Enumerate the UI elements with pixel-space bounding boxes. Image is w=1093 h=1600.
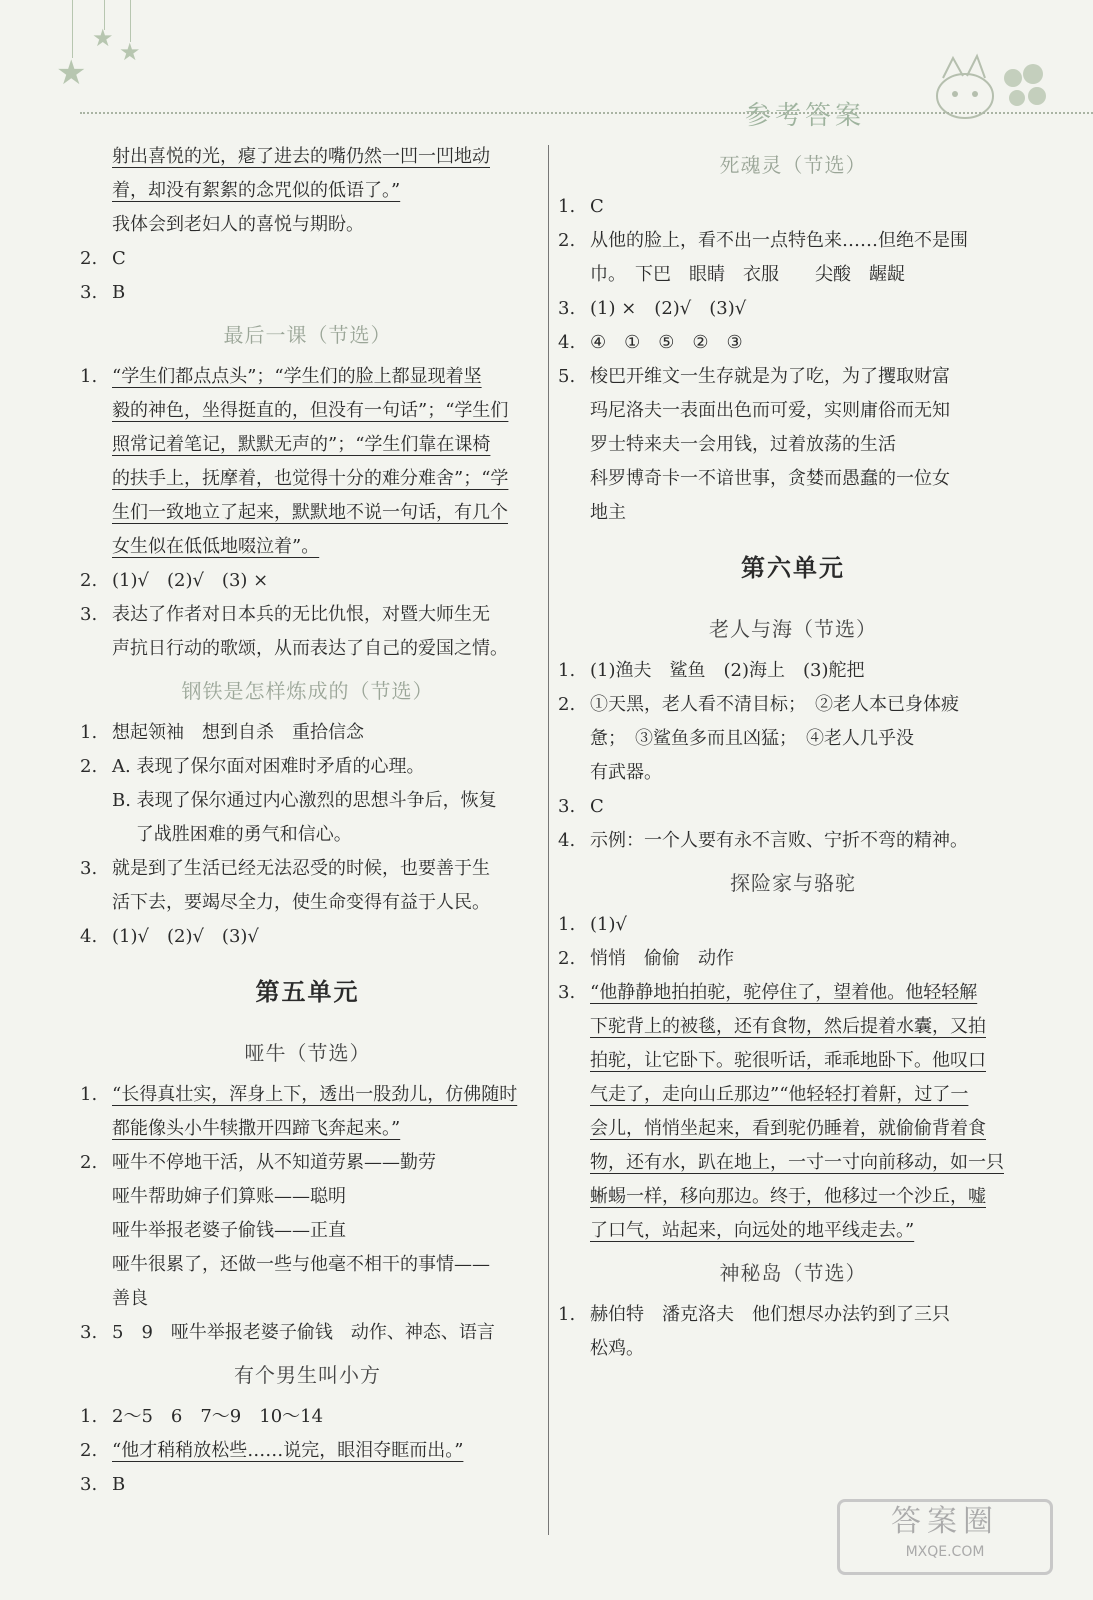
answer-text: B bbox=[112, 1474, 126, 1495]
answer-line bbox=[80, 886, 535, 920]
answer-line bbox=[558, 654, 1028, 688]
question-number: 2. bbox=[558, 694, 576, 715]
question-number: 3. bbox=[80, 604, 98, 625]
answer-line bbox=[558, 688, 1028, 722]
answer-line bbox=[80, 784, 535, 818]
answer-text: 生们一致地立了起来，默默地不说一句话，有几个 bbox=[112, 502, 508, 523]
answer-line bbox=[80, 1248, 535, 1282]
question-number: 2. bbox=[80, 756, 98, 777]
answer-line bbox=[558, 824, 1028, 858]
question-number: 1. bbox=[558, 196, 576, 217]
answer-line bbox=[80, 462, 535, 496]
answer-line bbox=[558, 756, 1028, 790]
answer-line bbox=[558, 292, 1028, 326]
answer-text: 哑牛不停地干活，从不知道劳累——勤劳 bbox=[112, 1152, 436, 1173]
question-number: 1. bbox=[80, 722, 98, 743]
answer-text: B bbox=[112, 282, 126, 303]
answer-text: 了战胜困难的勇气和信心。 bbox=[112, 824, 352, 845]
answer-line bbox=[558, 1078, 1028, 1112]
answer-text: (1)渔夫 鲨鱼 (2)海上 (3)舵把 bbox=[590, 660, 865, 681]
answer-text: (1)√ (2)√ (3)√ bbox=[112, 926, 259, 947]
answer-line bbox=[558, 722, 1028, 756]
watermark-text: 答案圈 bbox=[891, 1504, 999, 1539]
answer-line bbox=[558, 1112, 1028, 1146]
answer-line bbox=[80, 496, 535, 530]
answer-line bbox=[80, 394, 535, 428]
answer-text: 从他的脸上，看不出一点特色来……但绝不是围 bbox=[590, 230, 968, 251]
answer-line bbox=[80, 1146, 535, 1180]
answer-text: 想起领袖 想到自杀 重拾信念 bbox=[112, 722, 364, 743]
question-number: 3. bbox=[558, 298, 576, 319]
answer-text: “他才稍稍放松些……说完，眼泪夺眶而出。” bbox=[112, 1440, 464, 1461]
question-number: 5. bbox=[558, 366, 576, 387]
answer-text: 毅的神色，坐得挺直的，但没有一句话”；“学生们 bbox=[112, 400, 509, 421]
answer-text: 科罗博奇卡一不谙世事，贪婪而愚蠢的一位女 bbox=[590, 468, 950, 489]
answer-line bbox=[558, 1332, 1028, 1366]
question-number: 2. bbox=[80, 570, 98, 591]
answer-text: A. 表现了保尔面对困难时矛盾的心理。 bbox=[112, 756, 425, 777]
star-icon: ★ bbox=[92, 24, 114, 52]
answer-line bbox=[558, 224, 1028, 258]
answer-line bbox=[80, 1400, 535, 1434]
answer-line bbox=[558, 1044, 1028, 1078]
question-number: 3. bbox=[80, 282, 98, 303]
answer-text: 物，还有水，趴在地上，一寸一寸向前移动，如一只 bbox=[590, 1152, 1004, 1173]
star-icon: ★ bbox=[56, 53, 87, 93]
answer-text: 有武器。 bbox=[590, 762, 662, 783]
question-number: 1. bbox=[558, 1304, 576, 1325]
answer-line bbox=[558, 360, 1028, 394]
answer-text: 松鸡。 bbox=[590, 1338, 644, 1359]
answer-line bbox=[80, 360, 535, 394]
answer-text: B. 表现了保尔通过内心激烈的思想斗争后，恢复 bbox=[112, 790, 497, 811]
answer-text: 善良 bbox=[112, 1288, 148, 1309]
answer-text: 悄悄 偷偷 动作 bbox=[590, 948, 734, 969]
answer-line bbox=[558, 462, 1028, 496]
question-number: 3. bbox=[558, 796, 576, 817]
question-number: 2. bbox=[80, 1152, 98, 1173]
answer-text: (1)√ (2)√ (3) × bbox=[112, 570, 269, 591]
answer-line bbox=[558, 908, 1028, 942]
answer-text: C bbox=[590, 796, 604, 817]
answer-text: 哑牛很累了，还做一些与他毫不相干的事情—— bbox=[112, 1254, 490, 1275]
answer-text: C bbox=[590, 196, 604, 217]
answer-text: 罗士特来夫一会用钱，过着放荡的生活 bbox=[590, 434, 896, 455]
answer-line bbox=[80, 1180, 535, 1214]
answer-line bbox=[558, 1010, 1028, 1044]
section-title: 神秘岛（节选） bbox=[719, 1261, 867, 1285]
answer-text: 表达了作者对日本兵的无比仇恨，对暨大师生无 bbox=[112, 604, 490, 625]
question-number: 2. bbox=[558, 230, 576, 251]
answer-text: 哑牛帮助婶子们算账——聪明 bbox=[112, 1186, 346, 1207]
star-string bbox=[72, 0, 73, 58]
answer-text: 赫伯特 潘克洛夫 他们想尽办法钓到了三只 bbox=[590, 1304, 950, 1325]
watermark-url: MXQE.COM bbox=[905, 1544, 985, 1560]
answer-text: “学生们都点点头”；“学生们的脸上都显现着坚 bbox=[112, 366, 482, 387]
answer-text: 蜥蜴一样，移向那边。终于，他移过一个沙丘，嘘 bbox=[590, 1186, 986, 1207]
header-title: 参考答案 bbox=[745, 101, 866, 131]
header-rule bbox=[80, 112, 1093, 114]
answer-line bbox=[558, 942, 1028, 976]
answer-line bbox=[558, 1146, 1028, 1180]
answer-line bbox=[80, 208, 535, 242]
answer-line bbox=[558, 976, 1028, 1010]
answer-line bbox=[80, 1282, 535, 1316]
answer-line bbox=[558, 394, 1028, 428]
answer-text: (1)√ bbox=[590, 914, 627, 935]
answer-text: 梭巴开维文一生存就是为了吃，为了攫取财富 bbox=[590, 366, 950, 387]
question-number: 1. bbox=[80, 1406, 98, 1427]
answer-line bbox=[558, 496, 1028, 530]
answer-text: 活下去，要竭尽全力，使生命变得有益于人民。 bbox=[112, 892, 490, 913]
answer-text: 女生似在低低地啜泣着”。 bbox=[112, 536, 320, 557]
answer-line bbox=[80, 1468, 535, 1502]
answer-line bbox=[558, 1214, 1028, 1248]
answer-line bbox=[80, 242, 535, 276]
answer-line bbox=[558, 428, 1028, 462]
answer-text: 了口气，站起来，向远处的地平线走去。” bbox=[590, 1220, 915, 1241]
answer-text: (1) × (2)√ (3)√ bbox=[590, 298, 747, 319]
section-title: 钢铁是怎样炼成的（节选） bbox=[181, 679, 434, 703]
question-number: 2. bbox=[80, 248, 98, 269]
answer-line bbox=[80, 276, 535, 310]
answer-text: “他静静地拍拍驼，驼停住了，望着他。他轻轻解 bbox=[590, 982, 978, 1003]
answer-text: 声抗日行动的歌颂，从而表达了自己的爱国之情。 bbox=[112, 638, 508, 659]
section-title: 探险家与骆驼 bbox=[730, 871, 856, 895]
answer-text: 5 9 哑牛举报老婆子偷钱 动作、神态、语言 bbox=[112, 1322, 495, 1343]
left-column bbox=[80, 140, 535, 1502]
answer-text: 地主 bbox=[590, 502, 626, 523]
answer-line bbox=[558, 1180, 1028, 1214]
answer-text: 2～5 6 7～9 10～14 bbox=[112, 1406, 324, 1427]
answer-text: 玛尼洛夫一表面出色而可爱，实则庸俗而无知 bbox=[590, 400, 950, 421]
star-icon: ★ bbox=[119, 38, 141, 66]
answer-line bbox=[80, 1214, 535, 1248]
section-title: 老人与海（节选） bbox=[709, 617, 877, 641]
question-number: 3. bbox=[80, 1322, 98, 1343]
answer-text: 惫； ③鲨鱼多而且凶猛； ④老人几乎没 bbox=[590, 728, 914, 749]
question-number: 2. bbox=[80, 1440, 98, 1461]
answer-line bbox=[80, 818, 535, 852]
answer-text: 照常记着笔记，默默无声的”；“学生们靠在课椅 bbox=[112, 434, 491, 455]
answer-line bbox=[558, 790, 1028, 824]
answer-text: C bbox=[112, 248, 126, 269]
answer-line bbox=[80, 1078, 535, 1112]
watermark-logo bbox=[837, 1499, 1053, 1575]
answer-text: 会儿，悄悄坐起来，看到驼仍睡着，就偷偷背着食 bbox=[590, 1118, 986, 1139]
column-divider bbox=[548, 145, 549, 1535]
unit-heading: 第五单元 bbox=[255, 978, 360, 1006]
question-number: 4. bbox=[558, 830, 576, 851]
answer-line bbox=[558, 190, 1028, 224]
answer-text: 示例：一个人要有永不言败、宁折不弯的精神。 bbox=[590, 830, 968, 851]
question-number: 4. bbox=[80, 926, 98, 947]
question-number: 1. bbox=[80, 1084, 98, 1105]
section-title: 最后一课（节选） bbox=[223, 323, 392, 347]
answer-text: 巾。 下巴 眼睛 衣服 尖酸 龌龊 bbox=[590, 264, 905, 285]
answer-line bbox=[80, 140, 535, 174]
section-title: 哑牛（节选） bbox=[244, 1041, 371, 1065]
answer-line bbox=[80, 1316, 535, 1350]
answer-text: 就是到了生活已经无法忍受的时候，也要善于生 bbox=[112, 858, 490, 879]
question-number: 3. bbox=[80, 1474, 98, 1495]
answer-line bbox=[80, 750, 535, 784]
question-number: 3. bbox=[558, 982, 576, 1003]
answer-text: 哑牛举报老婆子偷钱——正直 bbox=[112, 1220, 346, 1241]
section-title: 有个男生叫小方 bbox=[234, 1363, 381, 1387]
answer-line bbox=[80, 920, 535, 954]
right-column bbox=[558, 140, 1028, 1366]
answer-text: “长得真壮实，浑身上下，透出一股劲儿，仿佛随时 bbox=[112, 1084, 518, 1105]
answer-text: 下驼背上的被毯，还有食物，然后提着水囊，又拍 bbox=[590, 1016, 986, 1037]
question-number: 3. bbox=[80, 858, 98, 879]
answer-text: ④ ① ⑤ ② ③ bbox=[590, 332, 743, 353]
answer-text: 射出喜悦的光，瘪了进去的嘴仍然一凹一凹地动 bbox=[112, 146, 490, 167]
answer-text: 我体会到老妇人的喜悦与期盼。 bbox=[112, 214, 364, 235]
answer-line bbox=[558, 258, 1028, 292]
answer-line bbox=[80, 174, 535, 208]
question-number: 1. bbox=[558, 914, 576, 935]
answer-line bbox=[80, 1112, 535, 1146]
answer-line bbox=[558, 1298, 1028, 1332]
unit-heading: 第六单元 bbox=[741, 554, 845, 582]
answer-line bbox=[80, 716, 535, 750]
question-number: 4. bbox=[558, 332, 576, 353]
answer-line bbox=[80, 530, 535, 564]
question-number: 2. bbox=[558, 948, 576, 969]
answer-text: 都能像头小牛犊撒开四蹄飞奔起来。” bbox=[112, 1118, 401, 1139]
section-title: 死魂灵（节选） bbox=[719, 153, 867, 177]
answer-line bbox=[80, 632, 535, 666]
question-number: 1. bbox=[80, 366, 98, 387]
star-string bbox=[130, 0, 131, 42]
answer-line bbox=[80, 852, 535, 886]
answer-text: 着，却没有絮絮的念咒似的低语了。” bbox=[112, 180, 401, 201]
answer-line bbox=[558, 326, 1028, 360]
answer-text: ①天黑，老人看不清目标； ②老人本已身体疲 bbox=[590, 694, 959, 715]
question-number: 1. bbox=[558, 660, 576, 681]
answer-text: 拍驼，让它卧下。驼很听话，乖乖地卧下。他叹口 bbox=[590, 1050, 986, 1071]
answer-line bbox=[80, 1434, 535, 1468]
answer-line bbox=[80, 598, 535, 632]
answer-text: 的扶手上，抚摩着，也觉得十分的难分难舍”；“学 bbox=[112, 468, 509, 489]
answer-line bbox=[80, 564, 535, 598]
answer-text: 气走了，走向山丘那边”“他轻轻打着鼾，过了一 bbox=[590, 1084, 969, 1105]
answer-line bbox=[80, 428, 535, 462]
